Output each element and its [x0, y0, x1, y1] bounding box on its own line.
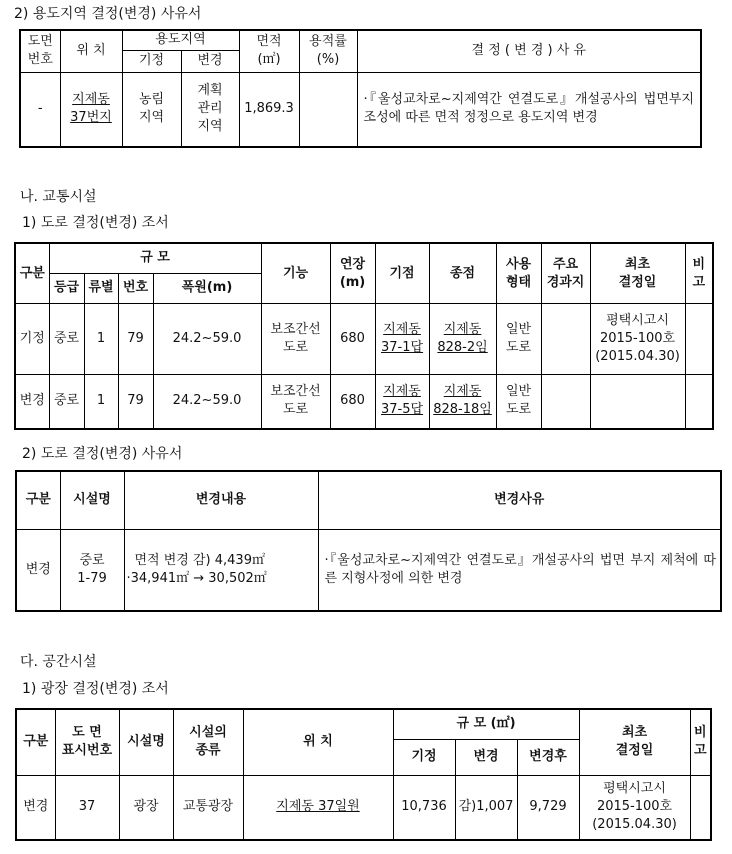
content-line-1: 면적 변경 감) 4,439㎡	[134, 552, 265, 568]
cell-via	[541, 304, 590, 375]
header-first-decision: 최초 결정일	[579, 709, 690, 775]
cell-first-decision: 평택시고시 2015-100호 (2015.04.30)	[590, 304, 685, 375]
header-scale: 규 모	[49, 243, 261, 273]
header-note: 비고	[685, 243, 713, 304]
cell-function: 보조간선 도로	[261, 374, 330, 429]
header-drawing-no: 도면 번호	[20, 30, 60, 72]
header-end: 종점	[429, 243, 496, 304]
header-existing: 기정	[393, 739, 455, 775]
cell-note	[685, 374, 713, 429]
cell-division: 변경	[16, 775, 55, 840]
cell-usage: 일반 도로	[496, 374, 541, 429]
section-b-subtitle: 1) 도로 결정(변경) 조서	[22, 215, 169, 231]
cell-grade: 중로	[49, 374, 84, 429]
header-length: 연장 (m)	[330, 243, 375, 304]
header-reason: 변경사유	[318, 471, 721, 529]
cell-facility-type: 교통광장	[173, 775, 243, 840]
header-start: 기점	[375, 243, 429, 304]
header-after: 변경후	[517, 739, 579, 775]
cell-location: 지제동 37번지	[60, 72, 122, 147]
cell-change: 감)1,007	[455, 775, 517, 840]
cell-type: 1	[84, 304, 118, 375]
section-d-subtitle: 1) 광장 결정(변경) 조서	[22, 681, 169, 697]
header-division: 구분	[16, 471, 60, 529]
cell-via	[541, 374, 590, 429]
cell-area: 1,869.3	[239, 72, 299, 147]
header-grade: 등급	[49, 273, 84, 303]
header-width: 폭원(m)	[153, 273, 261, 303]
table-row	[16, 775, 711, 840]
cell-width: 24.2~59.0	[153, 304, 261, 375]
cell-first-decision: 평택시고시 2015-100호 (2015.04.30)	[579, 775, 690, 840]
cell-note	[690, 775, 711, 840]
section-d-title: 다. 공간시설	[20, 654, 97, 670]
header-location: 위 치	[60, 30, 122, 72]
cell-location: 지제동 37일원	[243, 775, 393, 840]
header-far: 용적률 (%)	[299, 30, 357, 72]
table-row	[15, 304, 713, 375]
cell-existing: 농림 지역	[122, 72, 181, 147]
header-area: 면적 (㎡)	[239, 30, 299, 72]
header-location: 위 치	[243, 709, 393, 775]
header-number: 번호	[118, 273, 153, 303]
header-facility: 시설명	[60, 471, 124, 529]
cell-length: 680	[330, 304, 375, 375]
square-decision-table	[15, 708, 712, 841]
cell-start: 지제동 37-1답	[375, 304, 429, 375]
cell-width: 24.2~59.0	[153, 374, 261, 429]
cell-type: 1	[84, 374, 118, 429]
header-existing: 기정	[122, 50, 181, 72]
cell-far	[299, 72, 357, 147]
header-division: 구분	[16, 709, 55, 775]
cell-grade: 중로	[49, 304, 84, 375]
cell-division: 기정	[15, 304, 49, 375]
section-b-title: 나. 교통시설	[20, 189, 97, 205]
header-type: 류별	[84, 273, 118, 303]
header-reason: 결 정 ( 변 경 ) 사 유	[357, 30, 701, 72]
road-decision-table	[14, 242, 714, 430]
header-drawing-no: 도 면 표시번호	[55, 709, 119, 775]
cell-function: 보조간선 도로	[261, 304, 330, 375]
table-row	[15, 374, 713, 429]
cell-after: 9,729	[517, 775, 579, 840]
header-facility-type: 시설의 종류	[173, 709, 243, 775]
cell-number: 79	[118, 304, 153, 375]
header-usage: 사용 형태	[496, 243, 541, 304]
cell-facility: 중로 1-79	[60, 529, 124, 611]
cell-division: 변경	[16, 529, 60, 611]
section-c-title: 2) 도로 결정(변경) 사유서	[22, 446, 183, 462]
header-first-decision: 최초 결정일	[590, 243, 685, 304]
cell-note	[685, 304, 713, 375]
header-content: 변경내용	[124, 471, 318, 529]
cell-first-decision	[590, 374, 685, 429]
header-function: 기능	[261, 243, 330, 304]
cell-change: 계획 관리 지역	[181, 72, 239, 147]
cell-start: 지제동 37-5답	[375, 374, 429, 429]
header-zone: 용도지역	[122, 30, 239, 50]
header-facility: 시설명	[119, 709, 173, 775]
cell-end: 지제동 828-2임	[429, 304, 496, 375]
header-note: 비고	[690, 709, 711, 775]
cell-existing: 10,736	[393, 775, 455, 840]
road-reason-table	[15, 470, 722, 612]
cell-reason: ·『울성교차로~지제역간 연결도로』개설공사의 법면 부지 제척에 따른 지형사정에 의한 변경	[318, 529, 721, 611]
cell-division: 변경	[15, 374, 49, 429]
cell-length: 680	[330, 374, 375, 429]
content-line-2: ·34,941㎡ → 30,502㎡	[126, 570, 267, 586]
header-scale: 규 모 (㎡)	[393, 709, 579, 739]
header-change: 변경	[181, 50, 239, 72]
cell-end: 지제동 828-18임	[429, 374, 496, 429]
header-change: 변경	[455, 739, 517, 775]
section-a-title: 2) 용도지역 결정(변경) 사유서	[14, 6, 202, 22]
cell-drawing-no: 37	[55, 775, 119, 840]
zone-reason-table	[19, 29, 702, 148]
header-via: 주요 경과지	[541, 243, 590, 304]
cell-facility: 광장	[119, 775, 173, 840]
cell-number: 79	[118, 374, 153, 429]
cell-content	[124, 529, 318, 611]
cell-usage: 일반 도로	[496, 304, 541, 375]
cell-reason: ·『울성교차로~지제역간 연결도로』개설공사의 법면부지 조성에 따른 면적 정정으로 용도지역 변경	[357, 72, 701, 147]
cell-drawing-no: -	[20, 72, 60, 147]
header-division: 구분	[15, 243, 49, 304]
